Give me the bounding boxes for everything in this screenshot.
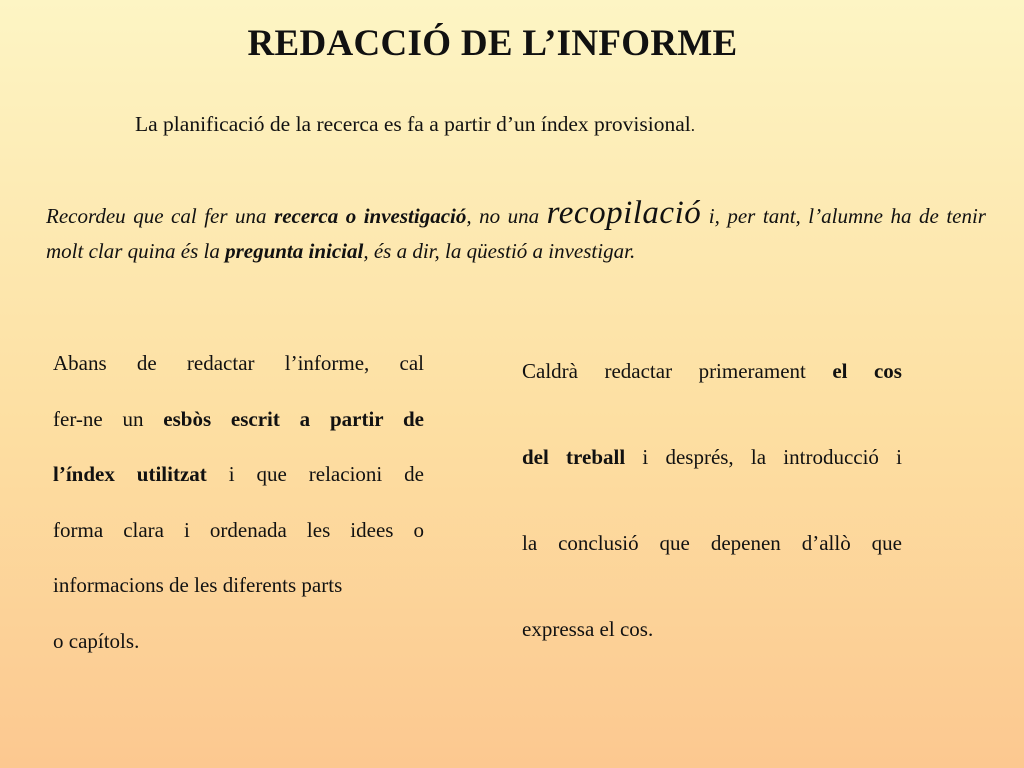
subtitle-text: La planificació de la recerca es fa a partir d’un índex provisional [135,112,691,136]
left-line-2-bold: esbòs escrit a partir de [163,406,425,431]
reminder-text-3: i, per tant, l’alumne ha de tenir molt clar quina és la [46,204,986,263]
left-line-5-text: informacions de les diferents parts [53,573,343,597]
right-line-4 [522,586,902,672]
subtitle-period: . [690,116,695,135]
left-line-1-text: Abans de redactar l’informe, cal [53,351,424,375]
reminder-bold-question: pregunta inicial [225,239,364,263]
left-line-4-text: forma clara i ordenada les idees o [53,517,424,542]
right-line-2 [522,414,902,500]
right-line-2-bold: del treball [522,445,626,469]
left-line-3-bold: l’índex utilitzat [53,462,207,486]
left-line-6-text: o capítols. [53,628,140,653]
reminder-text-1: Recordeu que cal fer una [46,204,275,228]
reminder-large-word: recopilació [546,195,702,231]
left-line-3 [53,447,424,503]
left-line-6 [53,614,424,670]
right-line-3 [522,500,902,586]
left-line-2 [53,392,424,448]
right-column [522,328,902,672]
left-line-1 [53,336,424,392]
reminder-text-2: , no una [466,204,547,228]
reminder-bold-research: recerca o investigació [274,204,467,228]
left-line-4 [53,503,424,559]
reminder-paragraph [46,196,986,269]
right-line-1-text: Caldrà redactar primerament [522,359,833,383]
left-line-2-text: fer-ne un [53,406,164,431]
left-column [53,336,424,669]
right-line-1-bold: el cos [832,359,902,383]
right-line-3-text: la conclusió que depenen d’allò que [522,531,902,555]
left-line-5 [53,558,424,614]
right-line-1 [522,328,902,414]
right-line-4-text: expressa el cos. [522,617,654,641]
reminder-text-4: , és a dir, la qüestió a investigar. [363,239,636,263]
slide-title: REDACCIÓ DE L’INFORME [247,23,738,64]
right-line-2-text: i després, la introducció i [625,445,902,469]
left-line-3-text: i que relacioni de [206,462,425,486]
subtitle [135,112,695,137]
